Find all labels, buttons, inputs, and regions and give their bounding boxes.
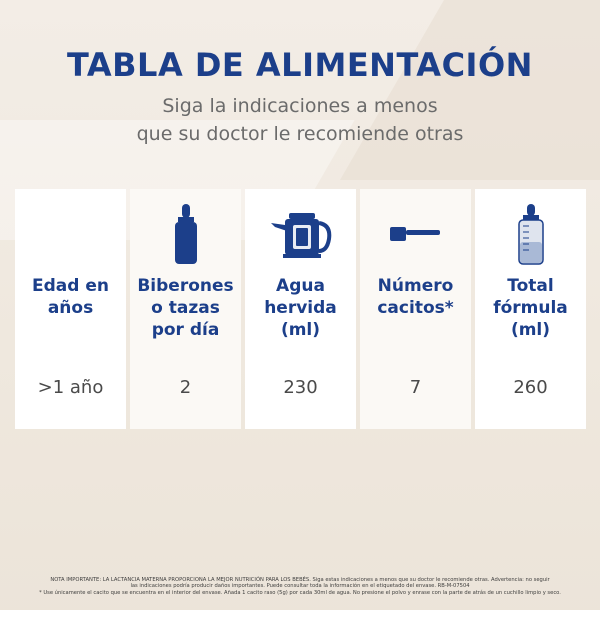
bottom-strip bbox=[0, 610, 600, 624]
background-shape bbox=[340, 0, 600, 180]
label-line: Número bbox=[377, 276, 454, 296]
subtitle-line: que su doctor le recomiende otras bbox=[136, 123, 464, 145]
subtitle-line: Siga la indicaciones a menos bbox=[162, 95, 438, 117]
page-subtitle bbox=[0, 92, 600, 148]
label-line: Total bbox=[507, 276, 554, 296]
legal-note bbox=[14, 577, 586, 596]
label-line: Edad en bbox=[32, 276, 109, 296]
label-line: hervida bbox=[264, 298, 337, 318]
baby-bottle-icon bbox=[130, 199, 241, 269]
column-age bbox=[15, 189, 126, 429]
column-value: 2 bbox=[179, 377, 192, 398]
label-line: Agua bbox=[276, 276, 325, 296]
column-bottles bbox=[130, 189, 241, 429]
column-value: 260 bbox=[513, 377, 548, 398]
column-label bbox=[360, 275, 471, 319]
legal-note-line: * Use únicamente el cacito que se encuentra en el interior del envase. Añada 1 cacito raso (5g) por cada 30ml de agua. No presione el polvo y enrase con la parte de atrás de un cuchillo limpio y seco. bbox=[39, 589, 561, 596]
label-line: Biberones bbox=[137, 276, 234, 296]
column-value: 230 bbox=[283, 377, 318, 398]
column-label bbox=[245, 275, 356, 341]
page-title: TABLA DE ALIMENTACIÓN bbox=[67, 46, 533, 84]
column-total-formula bbox=[475, 189, 586, 429]
column-label bbox=[15, 275, 126, 319]
scoop-icon bbox=[360, 199, 471, 269]
label-line: años bbox=[47, 298, 94, 318]
legal-note-line: NOTA IMPORTANTE: LA LACTANCIA MATERNA PROPORCIONA LA MEJOR NUTRICIÓN PARA LOS BEBÉS. Siga estas indicaciones a menos que su doctor le recomiende otras. Advertencia: no seguir bbox=[50, 577, 550, 583]
column-value: >1 año bbox=[37, 377, 104, 398]
label-line: por día bbox=[151, 320, 220, 340]
label-line: fórmula bbox=[493, 298, 568, 318]
column-value: 7 bbox=[409, 377, 422, 398]
column-label bbox=[475, 275, 586, 341]
kettle-icon bbox=[245, 199, 356, 269]
label-line: (ml) bbox=[510, 320, 551, 340]
column-scoops bbox=[360, 189, 471, 429]
label-line: (ml) bbox=[280, 320, 321, 340]
column-water bbox=[245, 189, 356, 429]
measured-bottle-icon bbox=[475, 199, 586, 269]
label-line: cacitos* bbox=[377, 298, 454, 318]
column-label bbox=[130, 275, 241, 341]
feeding-table bbox=[15, 189, 586, 429]
label-line: o tazas bbox=[151, 298, 220, 318]
legal-note-line: las indicaciones podría producir daños importantes. Puede consultar toda la información en el etiquetado del envase. RB-M-07504 bbox=[130, 583, 470, 590]
